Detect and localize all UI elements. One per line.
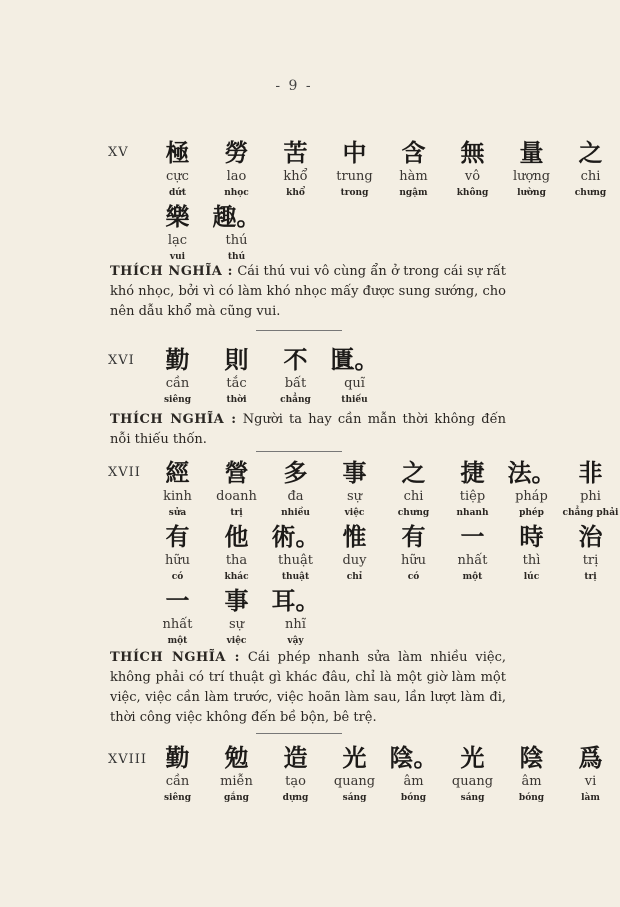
explanation-text: Cái thú vui vô cùng ẩn ở trong cái sự rất khó nhọc, bởi vì có làm khó nhọc mấy được sung sướng, cho nên dẫu khổ mà cũng vui. <box>110 264 506 319</box>
hanzi-character: 惟 <box>342 522 367 551</box>
gloss-cell <box>266 138 325 200</box>
vietnamese-gloss: làm <box>581 793 600 803</box>
explanation-paragraph <box>110 648 506 728</box>
vietnamese-gloss: sáng <box>460 793 485 803</box>
hanzi-character: 一 <box>460 522 485 551</box>
sino-vietnamese-reading: tạo <box>285 774 306 789</box>
sino-vietnamese-reading: phi <box>580 489 601 504</box>
hanzi-character: 勞 <box>224 138 249 167</box>
sino-vietnamese-reading: quang <box>451 774 494 789</box>
vietnamese-gloss: dứt <box>169 188 186 198</box>
gloss-cell <box>207 458 266 520</box>
roman-numeral: XVIII <box>108 752 148 767</box>
explanation-label: THÍCH NGHĨA : <box>110 412 237 427</box>
vietnamese-gloss: trị <box>230 508 243 518</box>
explanation-label: THÍCH NGHĨA : <box>110 264 233 279</box>
gloss-cell <box>207 138 266 200</box>
vietnamese-gloss: chưng <box>574 188 607 198</box>
gloss-cell <box>384 743 443 805</box>
divider-rule <box>256 330 342 331</box>
gloss-cell <box>148 138 207 200</box>
hanzi-character: 光 <box>460 743 485 772</box>
hanzi-character: 事 <box>342 458 367 487</box>
gloss-cell <box>443 458 502 520</box>
sino-vietnamese-reading: nhất <box>457 553 488 568</box>
hanzi-character: 治 <box>578 522 603 551</box>
sino-vietnamese-reading: nhĩ <box>285 617 306 632</box>
divider-rule <box>256 733 342 734</box>
sino-vietnamese-reading: quĩ <box>344 376 365 391</box>
sino-vietnamese-reading: quang <box>333 774 376 789</box>
vietnamese-gloss: trong <box>340 188 369 198</box>
gloss-cell <box>443 522 502 584</box>
hanzi-character: 術。 <box>271 522 320 551</box>
hanzi-character: 樂 <box>165 202 190 231</box>
gloss-cell <box>384 458 443 520</box>
hanzi-character: 造 <box>283 743 308 772</box>
hanzi-line <box>148 138 620 200</box>
sino-vietnamese-reading: thú <box>225 233 248 248</box>
hanzi-character: 法。 <box>507 458 556 487</box>
sino-vietnamese-reading: chi <box>403 489 424 504</box>
gloss-cell <box>325 522 384 584</box>
hanzi-character: 勤 <box>165 743 190 772</box>
gloss-cell <box>148 458 207 520</box>
sino-vietnamese-reading: âm <box>403 774 424 789</box>
hanzi-character: 一 <box>165 586 190 615</box>
explanation-text: Người ta hay cần mẫn thời không đến nỗi thiếu thốn. <box>110 412 506 447</box>
gloss-cell <box>561 458 620 520</box>
vietnamese-gloss: việc <box>344 508 365 518</box>
sino-vietnamese-reading: miễn <box>220 774 253 789</box>
hanzi-character: 陰。 <box>389 743 438 772</box>
vietnamese-gloss: có <box>407 572 420 582</box>
gloss-cell <box>561 138 620 200</box>
gloss-cell <box>207 743 266 805</box>
hanzi-line <box>148 522 620 584</box>
gloss-cell <box>266 345 325 407</box>
sino-vietnamese-reading: thì <box>522 553 541 568</box>
gloss-cell <box>502 458 561 520</box>
vietnamese-gloss: sửa <box>168 508 187 518</box>
gloss-cell <box>266 522 325 584</box>
gloss-cell <box>561 522 620 584</box>
vietnamese-gloss: dựng <box>282 793 309 803</box>
sino-vietnamese-reading: cực <box>166 169 189 184</box>
hanzi-line <box>148 743 620 805</box>
hanzi-line <box>148 586 325 648</box>
vietnamese-gloss: không <box>456 188 489 198</box>
hanzi-character: 趣。 <box>212 202 261 231</box>
hanzi-character: 事 <box>224 586 249 615</box>
gloss-cell <box>148 345 207 407</box>
sino-vietnamese-reading: cần <box>165 774 190 789</box>
hanzi-line <box>148 458 620 520</box>
sino-vietnamese-reading: pháp <box>515 489 548 504</box>
vietnamese-gloss: phép <box>519 508 544 518</box>
vietnamese-gloss: một <box>462 572 483 582</box>
sino-vietnamese-reading: tắc <box>226 376 247 391</box>
hanzi-character: 他 <box>224 522 249 551</box>
explanation-text: Cái phép nhanh sửa làm nhiều việc, không phải có trí thuật gì khác đâu, chỉ là một giờ làm một việc, việc cần làm trước, việc hoãn làm sau, lần lượt làm đi, thời công việc không đến bề bộn, bê trệ. <box>110 650 506 725</box>
vietnamese-gloss: chưng <box>397 508 430 518</box>
sino-vietnamese-reading: bất <box>284 376 307 391</box>
gloss-cell <box>443 138 502 200</box>
vietnamese-gloss: thiếu <box>341 395 368 405</box>
hanzi-character: 營 <box>224 458 249 487</box>
hanzi-character: 有 <box>165 522 190 551</box>
sino-vietnamese-reading: sự <box>228 617 245 632</box>
gloss-cell <box>325 458 384 520</box>
gloss-cell <box>148 202 207 264</box>
gloss-cell <box>384 138 443 200</box>
hanzi-character: 則 <box>224 345 249 374</box>
gloss-cell <box>325 345 384 407</box>
sino-vietnamese-reading: vô <box>464 169 481 184</box>
vietnamese-gloss: siêng <box>163 793 192 803</box>
vietnamese-gloss: nhọc <box>224 188 249 198</box>
vietnamese-gloss: khổ <box>286 188 305 198</box>
hanzi-character: 時 <box>519 522 544 551</box>
divider-rule <box>256 451 342 452</box>
vietnamese-gloss: bóng <box>518 793 545 803</box>
sino-vietnamese-reading: chi <box>580 169 601 184</box>
roman-numeral: XVI <box>108 353 135 368</box>
hanzi-character: 無 <box>460 138 485 167</box>
hanzi-character: 勉 <box>224 743 249 772</box>
gloss-cell <box>502 743 561 805</box>
vietnamese-gloss: lường <box>517 188 546 198</box>
sino-vietnamese-reading: tiệp <box>459 489 486 504</box>
roman-numeral: XVII <box>108 465 141 480</box>
gloss-cell <box>207 345 266 407</box>
hanzi-character: 量 <box>519 138 544 167</box>
sino-vietnamese-reading: kinh <box>163 489 192 504</box>
hanzi-character: 不 <box>283 345 308 374</box>
sino-vietnamese-reading: hữu <box>400 553 427 568</box>
sino-vietnamese-reading: cần <box>165 376 190 391</box>
hanzi-character: 陰 <box>519 743 544 772</box>
vietnamese-gloss: việc <box>226 636 247 646</box>
hanzi-character: 爲 <box>578 743 603 772</box>
hanzi-character: 耳。 <box>271 586 320 615</box>
gloss-cell <box>502 138 561 200</box>
hanzi-character: 含 <box>401 138 426 167</box>
gloss-cell <box>502 522 561 584</box>
vietnamese-gloss: có <box>171 572 184 582</box>
vietnamese-gloss: chẳng <box>280 395 311 405</box>
sino-vietnamese-reading: sự <box>346 489 363 504</box>
hanzi-character: 多 <box>283 458 308 487</box>
page-number: - 9 - <box>275 78 313 94</box>
sino-vietnamese-reading: doanh <box>216 489 257 504</box>
hanzi-character: 苦 <box>283 138 308 167</box>
gloss-cell <box>384 522 443 584</box>
vietnamese-gloss: gắng <box>224 793 249 803</box>
sino-vietnamese-reading: lao <box>226 169 247 184</box>
sino-vietnamese-reading: khổ <box>283 169 308 184</box>
vietnamese-gloss: chỉ <box>346 572 363 582</box>
sino-vietnamese-reading: âm <box>521 774 542 789</box>
vietnamese-gloss: một <box>167 636 188 646</box>
sino-vietnamese-reading: hàm <box>399 169 428 184</box>
sino-vietnamese-reading: trung <box>336 169 373 184</box>
sino-vietnamese-reading: lạc <box>167 233 188 248</box>
vietnamese-gloss: lúc <box>523 572 540 582</box>
sino-vietnamese-reading: vi <box>584 774 597 789</box>
gloss-cell <box>207 586 266 648</box>
hanzi-line <box>148 345 384 407</box>
gloss-cell <box>266 458 325 520</box>
gloss-cell <box>561 743 620 805</box>
vietnamese-gloss: thú <box>227 252 246 262</box>
explanation-paragraph <box>110 262 506 322</box>
hanzi-character: 之 <box>578 138 603 167</box>
vietnamese-gloss: thuật <box>281 572 310 582</box>
vietnamese-gloss: thời <box>226 395 247 405</box>
gloss-cell <box>148 522 207 584</box>
gloss-cell <box>207 202 266 264</box>
hanzi-character: 捷 <box>460 458 485 487</box>
gloss-cell <box>325 138 384 200</box>
gloss-cell <box>148 586 207 648</box>
hanzi-character: 匱。 <box>330 345 379 374</box>
sino-vietnamese-reading: trị <box>582 553 599 568</box>
gloss-cell <box>325 743 384 805</box>
hanzi-character: 光 <box>342 743 367 772</box>
vietnamese-gloss: ngậm <box>399 188 428 198</box>
vietnamese-gloss: trị <box>584 572 597 582</box>
hanzi-character: 中 <box>342 138 367 167</box>
gloss-cell <box>148 743 207 805</box>
explanation-label: THÍCH NGHĨA : <box>110 650 240 665</box>
sino-vietnamese-reading: nhất <box>162 617 193 632</box>
gloss-cell <box>207 522 266 584</box>
vietnamese-gloss: nhanh <box>456 508 489 518</box>
vietnamese-gloss: nhiều <box>281 508 310 518</box>
roman-numeral: XV <box>108 145 129 160</box>
sino-vietnamese-reading: tha <box>225 553 248 568</box>
vietnamese-gloss: siêng <box>163 395 192 405</box>
hanzi-character: 有 <box>401 522 426 551</box>
hanzi-character: 極 <box>165 138 190 167</box>
hanzi-line <box>148 202 266 264</box>
hanzi-character: 經 <box>165 458 190 487</box>
hanzi-character: 非 <box>578 458 603 487</box>
vietnamese-gloss: bóng <box>400 793 427 803</box>
sino-vietnamese-reading: lượng <box>512 169 551 184</box>
sino-vietnamese-reading: đa <box>287 489 304 504</box>
vietnamese-gloss: sáng <box>342 793 367 803</box>
hanzi-character: 之 <box>401 458 426 487</box>
gloss-cell <box>443 743 502 805</box>
vietnamese-gloss: khác <box>224 572 249 582</box>
vietnamese-gloss: chẳng phải <box>562 508 619 518</box>
vietnamese-gloss: vui <box>169 252 186 262</box>
explanation-paragraph <box>110 410 506 450</box>
sino-vietnamese-reading: hữu <box>164 553 191 568</box>
hanzi-character: 勤 <box>165 345 190 374</box>
sino-vietnamese-reading: thuật <box>278 553 313 568</box>
gloss-cell <box>266 743 325 805</box>
gloss-cell <box>266 586 325 648</box>
sino-vietnamese-reading: duy <box>342 553 367 568</box>
vietnamese-gloss: vậy <box>287 636 304 646</box>
